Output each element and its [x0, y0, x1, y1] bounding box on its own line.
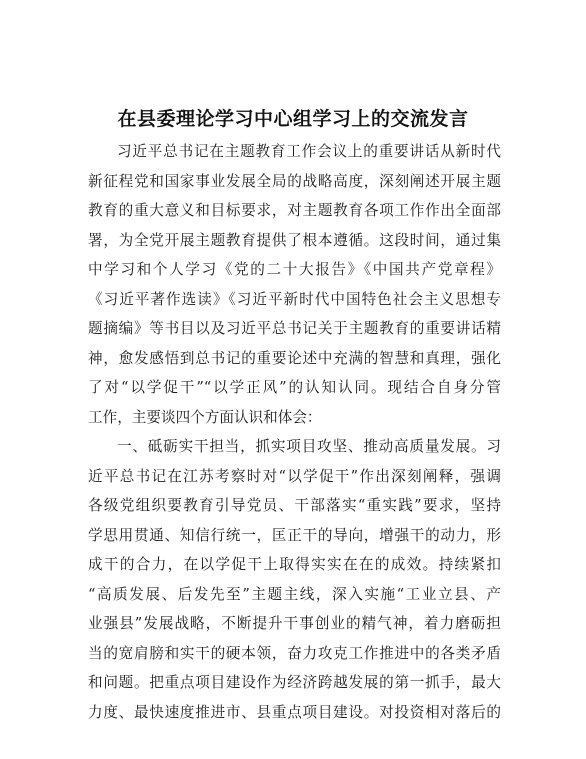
paragraph-2-line-8: 当的宽肩膀和实干的硬本领，奋力攻克工作推进中的各类矛盾 [88, 644, 501, 662]
document-title: 在县委理论学习中心组学习上的交流发言 [117, 108, 469, 130]
paragraph-2-line-3: 各级党组织要教育引导党员、干部落实“重实践”要求，坚持 [88, 497, 501, 514]
paragraph-1-line-8: 神，愈发感悟到总书记的重要论述中充满的智慧和真理，强化 [88, 349, 501, 367]
paragraph-2-line-5: 成干的合力，在以学促干上取得实实在在的成效。持续紧扣 [88, 556, 501, 573]
paragraph-1-line-6: 《习近平著作选读》《习近平新时代中国特色社会主义思想专 [88, 290, 501, 308]
paragraph-1-line-10: 工作，主要谈四个方面认识和体会： [88, 408, 322, 426]
paragraph-1-line-1: 习近平总书记在主题教育工作会议上的重要讲话从新时代 [117, 143, 501, 160]
paragraph-1-line-2: 新征程党和国家事业发展全局的战略高度，深刻阐述开展主题 [88, 172, 501, 190]
paragraph-1-line-3: 教育的重大意义和目标要求，对主题教育各项工作作出全面部 [88, 202, 501, 219]
paragraph-2-line-4: 学思用贯通、知信行统一，匡正干的导向，增强干的动力，形 [88, 526, 501, 544]
paragraph-2-line-2: 近平总书记在江苏考察时对“以学促干”作出深刻阐释，强调 [88, 467, 501, 485]
paragraph-2-line-6: “高质发展、后发先至”主题主线，深入实施“工业立县、产 [88, 585, 501, 603]
document-body [88, 137, 501, 727]
paragraph-2-line-1: 一、砥砺实干担当，抓实项目攻坚、推动高质量发展。习 [117, 438, 501, 455]
paragraph-1-line-4: 署，为全党开展主题教育提供了根本遵循。这段时间，通过集 [88, 231, 501, 249]
paragraph-1-line-9: 了对“以学促干”“以学正风”的认知认同。现结合自身分管 [88, 379, 501, 396]
paragraph-2-line-7: 业强县”发展战略，不断提升干事创业的精气神，着力磨砺担 [88, 615, 501, 632]
paragraph-1-line-5: 中学习和个人学习《党的二十大报告》《中国共产党章程》 [88, 261, 501, 278]
paragraph-1-line-7: 题摘编》等书目以及习近平总书记关于主题教育的重要讲话精 [88, 320, 501, 337]
paragraph-2-line-10: 力度、最快速度推进市、县重点项目建设。对投资相对落后的 [88, 703, 501, 721]
paragraph-2-line-9: 和问题。把重点项目建设作为经济跨越发展的第一抓手，最大 [88, 674, 501, 691]
